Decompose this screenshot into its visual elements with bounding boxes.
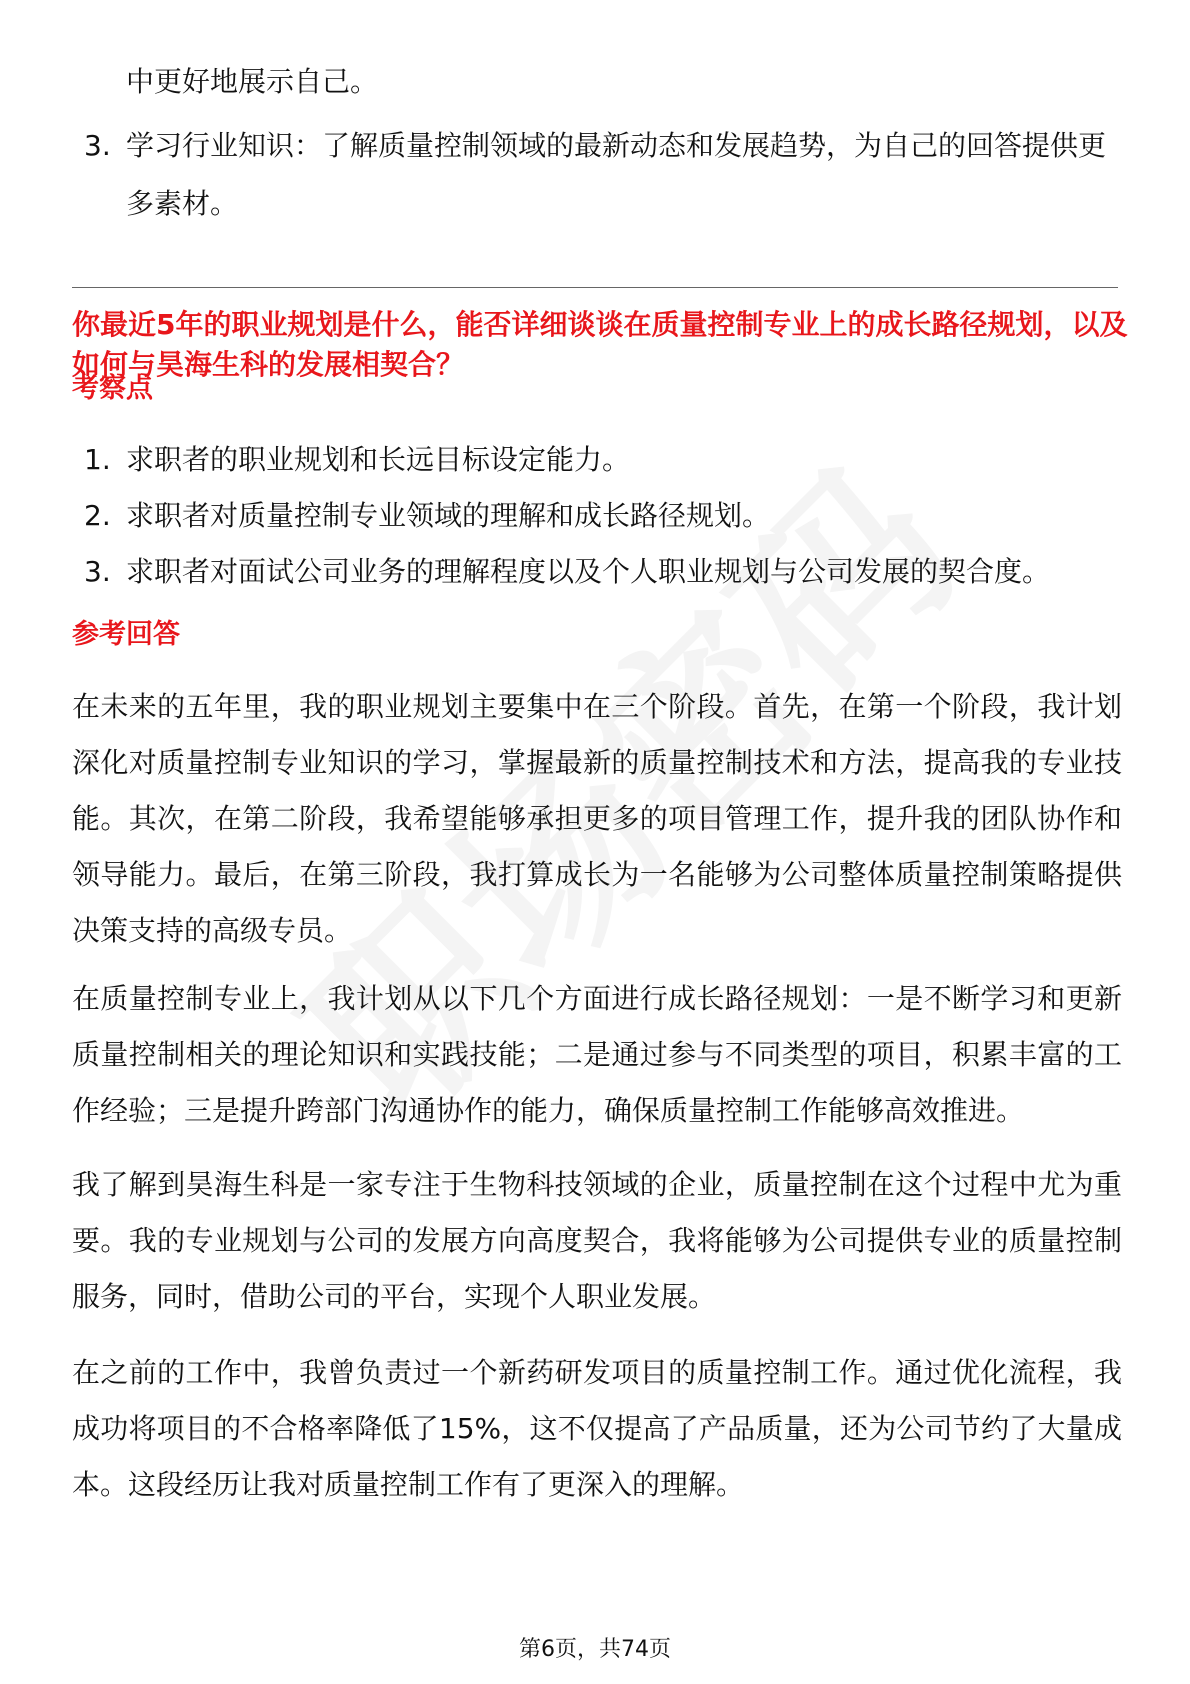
list-number: 1.	[84, 443, 111, 476]
page-footer: 第6页，共74页	[519, 1637, 671, 1662]
question-heading: 你最近5年的职业规划是什么，能否详细谈谈在质量控制专业上的成长路径规划，以及如何与昊海生科的发展相契合？	[72, 308, 1128, 381]
list-item	[0, 544, 1190, 600]
answer-paragraph: 我了解到昊海生科是一家专注于生物科技领域的企业，质量控制在这个过程中尤为重要。我的专业规划与公司的发展方向高度契合，我将能够为公司提供专业的质量控制服务，同时，借助公司的平台，实现个人职业发展。	[72, 1168, 1122, 1313]
list-text: 中更好地展示自己。	[126, 65, 379, 98]
list-text: 求职者对面试公司业务的理解程度以及个人职业规划与公司发展的契合度。	[126, 555, 1051, 588]
focus-list	[0, 432, 1190, 600]
list-text: 求职者对质量控制专业领域的理解和成长路径规划。	[126, 499, 771, 532]
answer-heading: 参考回答	[72, 619, 180, 650]
list-item	[0, 117, 1190, 233]
list-item	[0, 53, 1190, 111]
continued-list	[0, 53, 1190, 233]
list-number: 3.	[84, 129, 111, 162]
answer-paragraph: 在质量控制专业上，我计划从以下几个方面进行成长路径规划：一是不断学习和更新质量控制相关的理论知识和实践技能；二是通过参与不同类型的项目，积累丰富的工作经验；三是提升跨部门沟通协作的能力，确保质量控制工作能够高效推进。	[72, 982, 1122, 1127]
list-text: 求职者的职业规划和长远目标设定能力。	[126, 443, 631, 476]
list-number: 2.	[84, 499, 111, 532]
section-divider	[72, 287, 1118, 288]
list-text: 学习行业知识：了解质量控制领域的最新动态和发展趋势，为自己的回答提供更多素材。	[126, 129, 1107, 220]
answer-paragraph: 在未来的五年里，我的职业规划主要集中在三个阶段。首先，在第一个阶段，我计划深化对质量控制专业知识的学习，掌握最新的质量控制技术和方法，提高我的专业技能。其次，在第二阶段，我希望能够承担更多的项目管理工作，提升我的团队协作和领导能力。最后，在第三阶段，我打算成长为一名能够为公司整体质量控制策略提供决策支持的高级专员。	[72, 690, 1122, 947]
list-item	[0, 488, 1190, 544]
answer-paragraph: 在之前的工作中，我曾负责过一个新药研发项目的质量控制工作。通过优化流程，我成功将项目的不合格率降低了15%，这不仅提高了产品质量，还为公司节约了大量成本。这段经历让我对质量控制工作有了更深入的理解。	[72, 1356, 1122, 1501]
focus-heading: 考察点	[72, 373, 153, 404]
list-number: 3.	[84, 555, 111, 588]
list-item	[0, 432, 1190, 488]
